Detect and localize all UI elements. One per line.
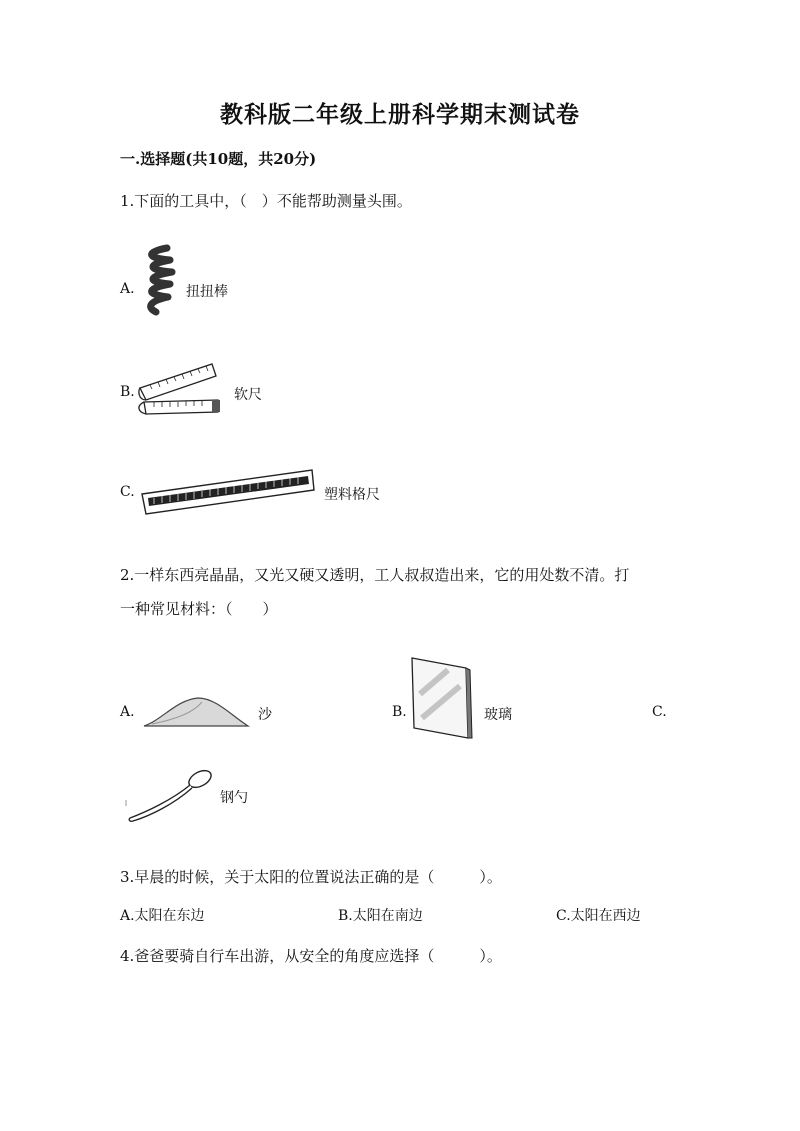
q2-option-b-text: 玻璃 (484, 707, 512, 723)
section-heading: 一.选择题(共10题，共20分) (120, 150, 317, 168)
question-2-stem-line1: 2.一样东西亮晶晶，又光又硬又透明，工人叔叔造出来，它的用处数不清。打 (120, 566, 630, 584)
glass-pane-icon (408, 656, 474, 740)
tape-measure-icon (136, 360, 228, 416)
question-1-stem: 1.下面的工具中，（ ）不能帮助测量头围。 (120, 192, 412, 210)
q3-option-a: A.太阳在东边 (120, 908, 205, 924)
q2-option-c-letter: C. (652, 704, 667, 720)
q1-option-c-text: 塑料格尺 (324, 487, 380, 503)
ruler-icon (140, 464, 318, 520)
q1-option-b-letter: B. (120, 384, 135, 400)
q2-option-a-letter: A. (120, 704, 135, 720)
q3-option-c: C.太阳在西边 (556, 908, 641, 924)
question-2-stem-line2: 一种常见材料：（ ） (120, 600, 278, 618)
pipe-cleaner-icon (140, 244, 180, 316)
question-3-stem: 3.早晨的时候，关于太阳的位置说法正确的是（ ）。 (120, 868, 502, 886)
q1-option-c-letter: C. (120, 484, 135, 500)
q1-option-b-text: 软尺 (234, 387, 262, 403)
q2-option-c-text: 钢勺 (220, 790, 248, 806)
spoon-icon (124, 766, 216, 824)
q1-option-a-letter: A. (120, 281, 135, 297)
sand-pile-icon (142, 686, 252, 734)
page-title: 教科版二年级上册科学期末测试卷 (220, 101, 580, 128)
q2-option-b-letter: B. (392, 704, 407, 720)
q3-option-b: B.太阳在南边 (338, 908, 423, 924)
q2-option-a-text: 沙 (258, 707, 272, 723)
q1-option-a-text: 扭扭棒 (186, 284, 228, 300)
question-4-stem: 4.爸爸要骑自行车出游，从安全的角度应选择（ ）。 (120, 947, 502, 965)
